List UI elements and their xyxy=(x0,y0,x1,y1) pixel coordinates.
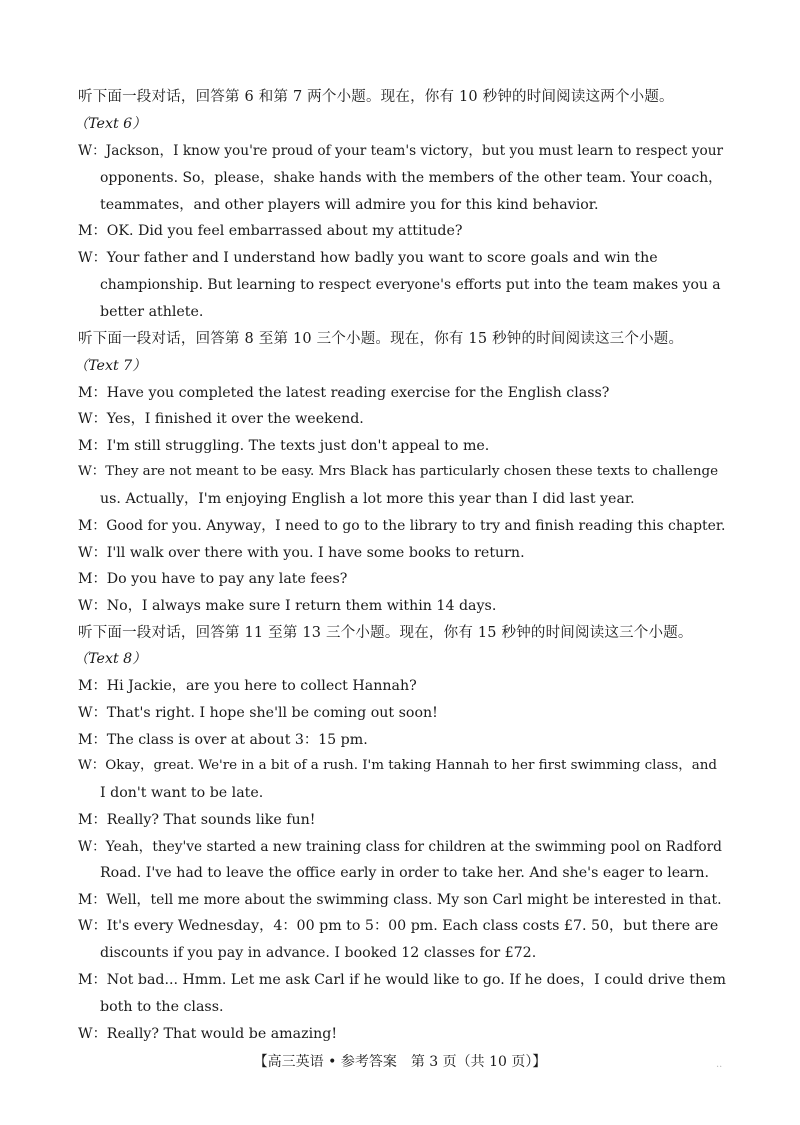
dialogue-line: W：Really? That would be amazing! xyxy=(78,1026,338,1042)
text-7-label: （Text 7） xyxy=(74,358,147,374)
dialogue-line: W：I'll walk over there with you. I have some books to return. xyxy=(78,545,525,561)
dialogue-continuation: us. Actually，I'm enjoying English a lot more this year than I did last year. xyxy=(100,491,635,507)
dialogue-line: W：Okay，great. We're in a bit of a rush. I'm taking Hannah to her first swimming class，and xyxy=(78,758,717,773)
text-6-label: （Text 6） xyxy=(74,116,147,132)
dialogue-line: W：Yeah，they've started a new training class for children at the swimming pool on Radford xyxy=(78,839,722,855)
instruction-text-7: 听下面一段对话，回答第 8 至第 10 三个小题。现在，你有 15 秒钟的时间阅读这三个小题。 xyxy=(78,331,684,347)
dialogue-line: W：Your father and I understand how badly you want to score goals and win the xyxy=(78,250,658,266)
dialogue-line: M：The class is over at about 3：15 pm. xyxy=(78,732,368,748)
dialogue-line: W：That's right. I hope she'll be coming out soon! xyxy=(78,705,438,721)
dialogue-continuation: discounts if you pay in advance. I booked 12 classes for £72. xyxy=(100,945,537,961)
dialogue-continuation: championship. But learning to respect everyone's efforts put into the team makes you a xyxy=(100,277,721,293)
text-8-label: （Text 8） xyxy=(74,651,147,667)
dialogue-line: W：Jackson，I know you're proud of your team's victory，but you must learn to respect your xyxy=(78,143,724,159)
page-footer: 【高三英语 • 参考答案 第 3 页（共 10 页）】 xyxy=(253,1054,547,1070)
dialogue-line: M：OK. Did you feel embarrassed about my attitude? xyxy=(78,223,463,239)
dialogue-continuation: Road. I've had to leave the office early in order to take her. And she's eager to learn. xyxy=(100,865,710,881)
dialogue-line: M：Good for you. Anyway，I need to go to the library to try and finish reading this chapter. xyxy=(78,518,726,534)
dialogue-line: W：No，I always make sure I return them within 14 days. xyxy=(78,598,497,614)
instruction-text-8: 听下面一段对话，回答第 11 至第 13 三个小题。现在，你有 15 秒钟的时间阅读这三个小题。 xyxy=(78,625,693,641)
dialogue-line: W：They are not meant to be easy. Mrs Black has particularly chosen these texts to challenge xyxy=(78,464,719,479)
corner-mark: ·· xyxy=(716,1062,723,1073)
dialogue-continuation: both to the class. xyxy=(100,999,224,1015)
dialogue-line: M：Do you have to pay any late fees? xyxy=(78,571,348,587)
dialogue-continuation: opponents. So，please，shake hands with the members of the other team. Your coach， xyxy=(100,170,723,186)
dialogue-line: M：Really? That sounds like fun! xyxy=(78,812,316,828)
dialogue-line: M：Not bad... Hmm. Let me ask Carl if he would like to go. If he does，I could drive them xyxy=(78,972,727,988)
dialogue-line: M：Well，tell me more about the swimming class. My son Carl might be interested in that. xyxy=(78,892,722,908)
dialogue-line: W：Yes，I finished it over the weekend. xyxy=(78,411,364,427)
dialogue-continuation: I don't want to be late. xyxy=(100,785,264,801)
dialogue-line: M：Hi Jackie，are you here to collect Hannah? xyxy=(78,678,417,694)
dialogue-line: W：It's every Wednesday，4：00 pm to 5：00 pm. Each class costs £7. 50，but there are xyxy=(78,918,719,934)
dialogue-continuation: teammates，and other players will admire you for this kind behavior. xyxy=(100,197,599,213)
dialogue-continuation: better athlete. xyxy=(100,304,204,320)
dialogue-line: M：Have you completed the latest reading exercise for the English class? xyxy=(78,385,610,401)
instruction-text-6: 听下面一段对话，回答第 6 和第 7 两个小题。现在，你有 10 秒钟的时间阅读这两个小题。 xyxy=(78,89,674,105)
dialogue-line: M：I'm still struggling. The texts just don't appeal to me. xyxy=(78,438,490,454)
